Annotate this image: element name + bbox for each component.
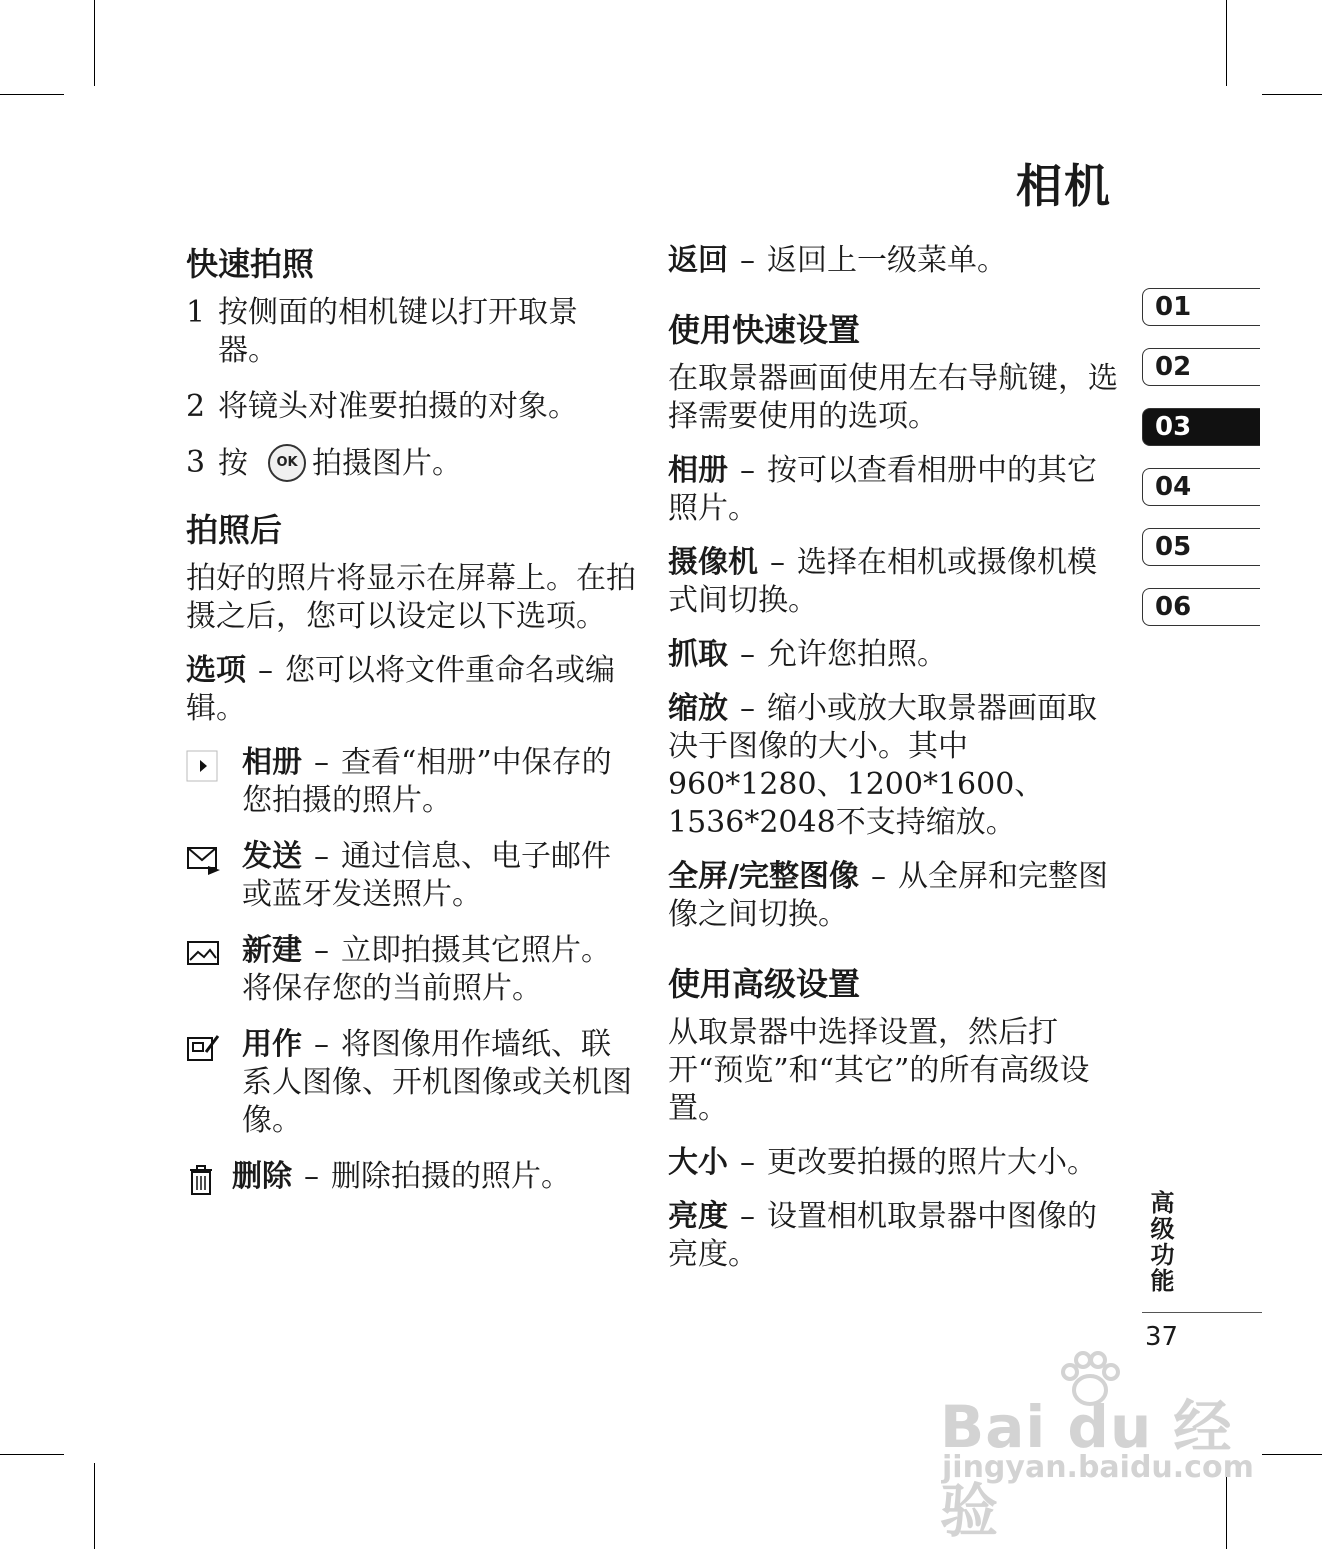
left-column	[186, 242, 636, 1214]
option-item-send	[186, 838, 636, 914]
advanced-setting-item	[668, 1198, 1118, 1274]
item-term: 亮度	[668, 1199, 728, 1234]
item-desc: 缩小或放大取景器画面取决于图像的大小。其中960*1280、1200*1600、1536*2048不支持缩放。	[668, 691, 1097, 840]
option-item-album	[186, 744, 636, 820]
use-as-icon	[186, 1032, 222, 1064]
crop-mark	[1226, 0, 1227, 86]
after-shot-text: 拍好的照片将显示在屏幕上。在拍摄之后，您可以设定以下选项。	[186, 561, 636, 634]
quick-setting-item	[668, 858, 1118, 934]
trash-icon	[186, 1164, 222, 1196]
item-term: 相册	[668, 453, 728, 488]
dash: –	[770, 545, 785, 580]
quick-setting-item	[668, 544, 1118, 620]
quick-settings-text: 在取景器画面使用左右导航键，选择需要使用的选项。	[668, 361, 1118, 434]
chapter-label: 高级功能	[1146, 1190, 1174, 1294]
ok-key-icon: OK	[268, 444, 306, 482]
option-item-delete	[186, 1158, 636, 1196]
quick-setting-item	[668, 636, 1118, 674]
crop-mark	[94, 1463, 95, 1549]
watermark-url: jingyan.baidu.com	[942, 1450, 1254, 1485]
dash: –	[870, 859, 886, 894]
option-term: 新建	[242, 933, 302, 968]
dash: –	[304, 1159, 319, 1194]
options-desc: 您可以将文件重命名或编辑。	[186, 653, 615, 726]
tab-chapter-06[interactable]: 06	[1142, 588, 1260, 626]
item-desc: 从全屏和完整图像之间切换。	[668, 859, 1108, 932]
quick-settings-section	[668, 308, 1118, 934]
dash: –	[740, 1145, 755, 1180]
option-desc: 通过信息、电子邮件或蓝牙发送照片。	[242, 839, 611, 912]
dash: –	[314, 839, 329, 874]
quick-shot-heading: 快速拍照	[186, 245, 315, 283]
tab-chapter-03[interactable]: 03	[1142, 408, 1260, 446]
dash: –	[740, 243, 755, 278]
step-item	[186, 444, 636, 486]
advanced-settings-text: 从取景器中选择设置，然后打开“预览”和“其它”的所有高级设置。	[668, 1015, 1090, 1126]
item-desc: 选择在相机或摄像机模式间切换。	[668, 545, 1097, 618]
option-term: 发送	[242, 839, 302, 874]
item-term: 大小	[668, 1145, 728, 1180]
dash: –	[740, 453, 755, 488]
dash: –	[314, 933, 329, 968]
option-term: 相册	[242, 745, 302, 780]
dash: –	[740, 637, 755, 672]
envelope-send-icon	[186, 844, 222, 876]
divider	[1142, 1312, 1262, 1313]
step-item	[186, 294, 636, 370]
option-desc: 查看“相册”中保存的您拍摄的照片。	[242, 745, 612, 818]
quick-setting-item	[668, 452, 1118, 528]
item-desc: 返回上一级菜单。	[767, 243, 1007, 278]
advanced-settings-section	[668, 962, 1118, 1274]
item-term: 缩放	[668, 691, 728, 726]
option-desc: 立即拍摄其它照片。将保存您的当前照片。	[242, 933, 611, 1006]
item-term: 全屏/完整图像	[668, 859, 859, 894]
dash: –	[740, 1199, 755, 1234]
watermark-logo: Bai du 经验	[940, 1393, 1233, 1545]
item-term: 摄像机	[668, 545, 758, 580]
quick-settings-heading: 使用快速设置	[668, 311, 861, 349]
options-paragraph	[186, 652, 636, 728]
crop-mark	[94, 0, 95, 86]
quick-setting-item	[668, 690, 1118, 842]
crop-mark	[0, 1454, 64, 1455]
step-number: 1	[186, 295, 206, 330]
step-number: 2	[186, 389, 206, 424]
steps-list	[186, 294, 636, 486]
item-desc: 更改要拍摄的照片大小。	[767, 1145, 1097, 1180]
baidu-watermark	[940, 1350, 1254, 1545]
advanced-setting-item	[668, 1144, 1118, 1182]
crop-mark	[0, 94, 64, 95]
step-text: 将镜头对准要拍摄的对象。	[218, 389, 578, 424]
option-item-use-as	[186, 1026, 636, 1140]
dash: –	[740, 691, 755, 726]
crop-mark	[1262, 94, 1322, 95]
tab-chapter-04[interactable]: 04	[1142, 468, 1260, 506]
option-item-new	[186, 932, 636, 1008]
tab-chapter-05[interactable]: 05	[1142, 528, 1260, 566]
back-item	[668, 242, 1118, 280]
step-text: 按侧面的相机键以打开取景器。	[218, 295, 578, 368]
dash: –	[314, 1027, 329, 1062]
page-number: 37	[1145, 1322, 1179, 1352]
step-text: 按	[218, 446, 248, 481]
step-text: 拍摄图片。	[312, 446, 462, 481]
step-item	[186, 388, 636, 426]
advanced-settings-heading: 使用高级设置	[668, 965, 861, 1003]
options-term: 选项	[186, 653, 246, 688]
option-term: 用作	[242, 1027, 302, 1062]
item-term: 返回	[668, 243, 728, 278]
dash: –	[314, 745, 329, 780]
page-title: 相机	[1016, 159, 1112, 213]
after-shot-heading: 拍照后	[186, 511, 283, 549]
step-number: 3	[186, 445, 206, 480]
dash: –	[258, 653, 273, 688]
item-desc: 允许您拍照。	[767, 637, 947, 672]
item-desc: 设置相机取景器中图像的亮度。	[668, 1199, 1097, 1272]
option-desc: 将图像用作墙纸、联系人图像、开机图像或关机图像。	[242, 1027, 632, 1138]
option-desc: 删除拍摄的照片。	[331, 1159, 571, 1194]
play-arrow-icon	[186, 750, 222, 782]
tab-chapter-01[interactable]: 01	[1142, 288, 1260, 326]
new-photo-icon	[186, 938, 222, 970]
item-term: 抓取	[668, 637, 728, 672]
chapter-tabs	[1142, 288, 1260, 648]
item-desc: 按可以查看相册中的其它照片。	[668, 453, 1097, 526]
right-column	[668, 242, 1118, 1290]
tab-chapter-02[interactable]: 02	[1142, 348, 1260, 386]
crop-mark	[1262, 1454, 1322, 1455]
option-term: 删除	[232, 1159, 292, 1194]
